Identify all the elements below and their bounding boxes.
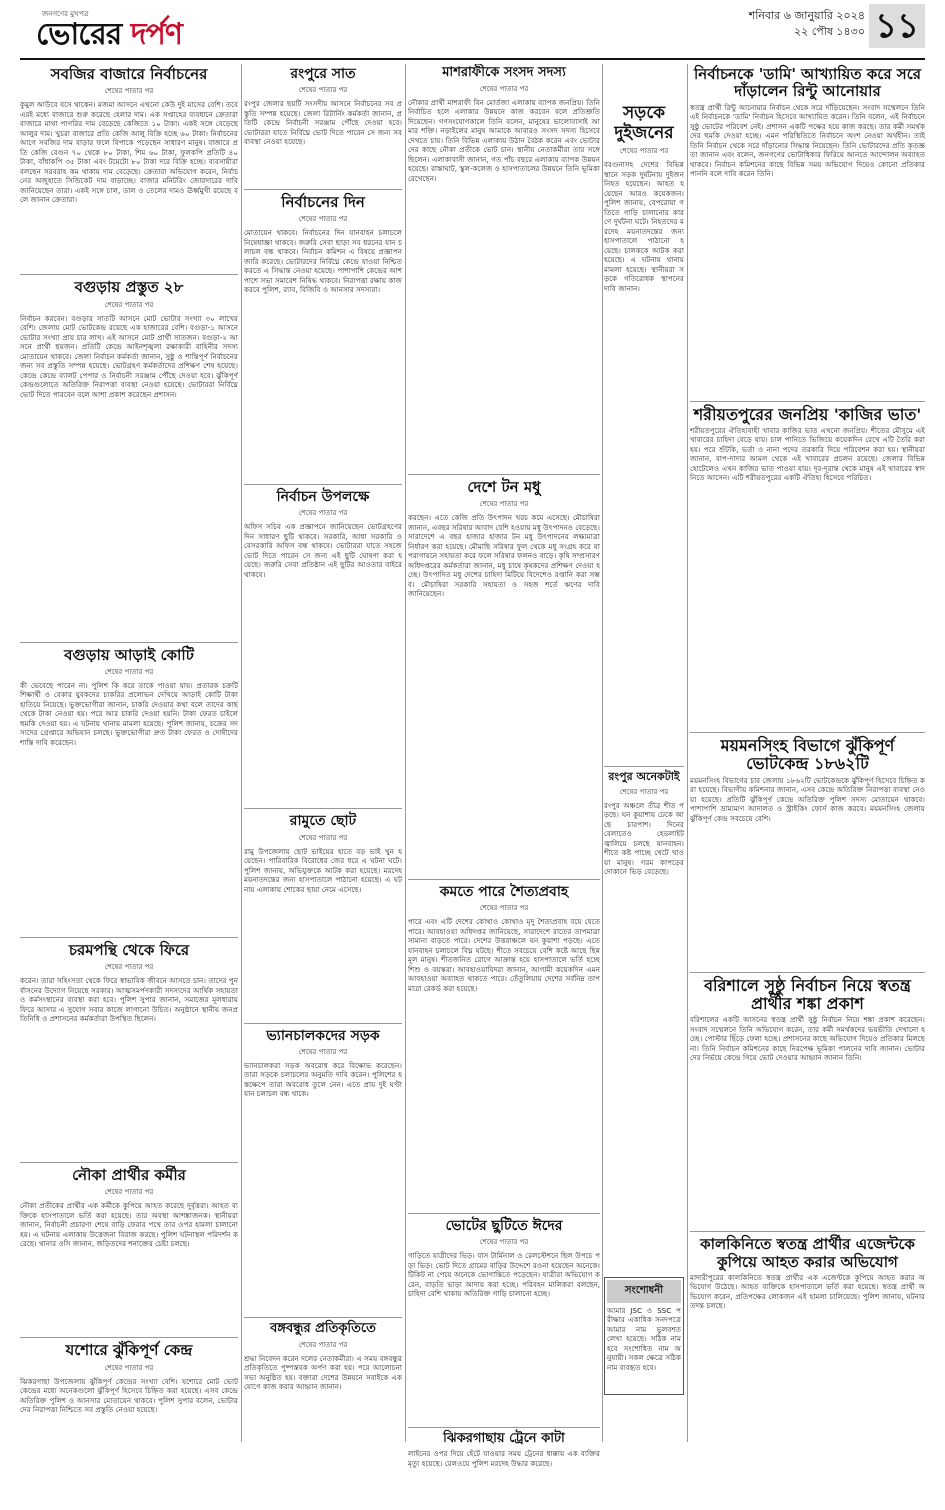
headline-dummy-election: নির্বাচনকে 'ডামি' আখ্যায়িত করে সরে দাঁড়ালেন রিন্টু আনোয়ার [694,65,921,101]
article-body: শ্রদ্ধা নিবেদন করেন দলের নেতাকর্মীরা। এ সময় বঙ্গবন্ধুর প্রতিকৃতিতে পুষ্পস্তবক অর্পণ করা হয়। পরে আলোচনা সভা অনুষ্ঠিত হয়। বক্তারা দেশের উন্নয়নে সবাইকে একযোগে কাজ করার আহ্বান জানান। [244,1353,402,1392]
headline-mashrafe: মাশরাফীকে সংসদ সদস্য [442,65,566,80]
column-5 [690,64,925,1479]
headline-jashore-risky: যশোরে ঝুঁকিপূর্ণ কেন্দ্র [65,1341,193,1360]
headline-bangabandhu: বঙ্গবন্ধুর প্রতিকৃতিতে [270,1320,376,1336]
newspaper-logo [36,8,182,50]
separator [604,766,684,767]
separator [20,1162,238,1163]
logo-text-a: ভোরের [36,17,131,52]
separator [690,401,925,402]
continued-label: শেষের পাতার পর [298,215,348,224]
correction-body: আমার JSC ও SSC পরীক্ষার একাধিক সনদপত্রে আমার নাম ভুলবশত লেখা হয়েছে। সঠিক নাম হবে সংশোধিত নাম অনুযায়ী। সকল ক্ষেত্রে সঠিক নাম ব্যবহৃত হবে। [607,1305,681,1372]
continued-label: শেষের পাতার পর [619,787,669,796]
continued-label: শেষের পাতার পর [104,1363,154,1372]
headline-road-accident: সড়কে দুইজনের [614,103,674,143]
separator [244,484,402,485]
headline-kajir-bhat: শরীয়তপুরের জনপ্রিয় 'কাজির ভাত' [693,404,922,424]
continued-label: শেষের পাতার পর [619,147,669,156]
article-body: ময়মনসিংহ বিভাগের চার জেলায় ১৮৬২টি ভোটকেন্দ্রকে ঝুঁকিপূর্ণ হিসেবে চিহ্নিত করা হয়েছে। বিভাগীয় কমিশনার জানান, এসব কেন্দ্রে অতিরিক্ত নিরাপত্তা ব্যবস্থা নেওয়া হয়েছে। প্রতিটি ঝুঁকিপূর্ণ কেন্দ্রে অতিরিক্ত পুলিশ সদস্য মোতায়েন থাকবে। পাশাপাশি ভ্রাম্যমাণ আদালত ও স্ট্রাইকিং ফোর্স কাজ করবে। ময়মনসিংহ জেলায় ঝুঁকিপূর্ণ কেন্দ্র সবচেয়ে বেশি। [690,775,925,823]
logo-tagline: জনগণের মুখপত্র [42,10,89,18]
article-body: করেন। তারা সহিংসতা থেকে ফিরে স্বাভাবিক জীবনে আসতে চান। তাদের পুনর্বাসনের উদ্যোগ নিয়েছে সরকার। আত্মসমর্পণকারী সদস্যদের আর্থিক সহায়তা ও কর্মসংস্থানের ব্যবস্থা করা হবে। পুলিশ সুপার জানান, সমাজের মূলধারায় ফিরে আসার এ সুযোগ সবার কাজে লাগানো উচিত। অনুষ্ঠানে স্থানীয় জনপ্রতিনিধি ও প্রশাসনের কর্মকর্তারা উপস্থিত ছিলেন। [20,976,238,1023]
article-body: পারে এবং এটি দেশের কোথাও কোথাও মৃদু শৈত্যপ্রবাহ বয়ে যেতে পারে। আবহাওয়া অধিদপ্তর জানিয়েছে, সারাদেশে রাতের তাপমাত্রা সামান্য বাড়তে পারে। দেশের উত্তরাঞ্চলে ঘন কুয়াশা পড়ছে। এতে যানবাহন চলাচলে বিঘ্ন ঘটছে। শীতে সবচেয়ে বেশি কষ্টে আছে ছিন্নমূল মানুষ। শীতজনিত রোগে আক্রান্ত হয়ে হাসপাতালে ভর্তি হচ্ছে শিশু ও বয়স্করা। আবহাওয়াবিদরা জানান, আগামী কয়েকদিন এমন আবহাওয়া অব্যাহত থাকতে পারে। তেঁতুলিয়ায় দেশের সর্বনিম্ন তাপমাত্রা রেকর্ড করা হয়েছে। [408,917,600,993]
separator [20,274,238,275]
page-number: ১১ [869,4,925,48]
headline-kalkini-agent: কালকিনিতে স্বতন্ত্র প্রার্থীর এজেন্টকে কুপিয়ে আহত করার অভিযোগ [700,1235,915,1271]
column-2 [244,64,402,1510]
separator [244,189,402,190]
separator [20,1337,238,1338]
column-divider [405,64,406,1442]
headline-honey: দেশে টন মধু [467,477,541,496]
headline-election-occasion: নির্বাচন উপলক্ষে [276,489,370,506]
continued-label: শেষের পাতার পর [298,86,348,95]
column-4 [604,64,684,1399]
continued-label: শেষের পাতার পর [104,963,154,971]
separator [690,972,925,973]
article-body: রামু উপজেলায় ছোট ভাইয়ের হাতে বড় ভাই খুন হয়েছেন। পারিবারিক বিরোধের জের ধরে এ ঘটনা ঘটে। পুলিশ জানায়, অভিযুক্তকে আটক করা হয়েছে। মরদেহ ময়নাতদন্তের জন্য হাসপাতালে পাঠানো হয়েছে। এ ঘটনায় এলাকায় শোকের ছায়া নেমে এসেছে। [244,846,402,894]
continued-label: শেষের পাতার পর [298,509,348,518]
header-rule [20,58,925,60]
headline-bogura-crore: বগুড়ায় আড়াই কোটি [64,645,194,664]
article-body: নৌকার প্রার্থী মাশরাফী বিন মোর্তজা এলাকায় ব্যাপক জনপ্রিয়। তিনি নির্বাচিত হলে এলাকার উন্নয়নে কাজ করবেন বলে প্রতিশ্রুতি দিয়েছেন। গণসংযোগকালে তিনি বলেন, মানুষের ভালোবাসাই আমার শক্তি। নড়াইলের মানুষ আমাকে আবারও সংসদ সদস্য হিসেবে দেখতে চায়। তিনি বিভিন্ন এলাকায় উঠান বৈঠক করেন এবং ভোটারদের কাছে নৌকা প্রতীকে ভোট চান। স্থানীয় নেতাকর্মীরা তার সঙ্গে ছিলেন। এলাকাবাসী জানান, গত পাঁচ বছরে এলাকায় ব্যাপক উন্নয়ন হয়েছে। রাস্তাঘাট, স্কুল-কলেজ ও হাসপাতালের উন্নয়নে তিনি ভূমিকা রেখেছেন। [408,97,600,183]
headline-extremist-return: চরমপন্থি থেকে ফিরে [68,940,190,959]
article-body: লাইনের ওপর দিয়ে হেঁটে যাওয়ার সময় ট্রেনের ধাক্কায় এক ব্যক্তির মৃত্যু হয়েছে। রেলওয়ে পুলিশ মরদেহ উদ্ধার করেছে। [408,1449,600,1468]
issue-date [749,8,865,40]
date-bangla: ২২ পৌষ ১৪৩০ [793,25,865,38]
correction-notice [604,1277,684,1395]
continued-label: শেষের পাতার পর [298,1047,348,1056]
continued-label: শেষের পাতার পর [104,1188,154,1197]
column-1 [20,64,238,1473]
separator [408,879,600,880]
column-divider [602,64,603,1442]
headline-rangpur-mostly: রংপুর অনেকটাই [608,770,680,784]
headline-barishal-fair: বরিশালে সুষ্ঠু নির্বাচন নিয়ে স্বতন্ত্র প্রার্থীর শঙ্কা প্রকাশ [704,975,911,1014]
article-body: করছেন। এতে কেজি প্রতি উৎপাদন খরচ কমে এসেছে। মৌচাষিরা জানান, এবছর সরিষার আবাদ বেশি হওয়ায় মধু উৎপাদনও বেড়েছে। সারাদেশে এ বছর হাজার হাজার টন মধু উৎপাদনের লক্ষ্যমাত্রা নির্ধারণ করা হয়েছে। মৌমাছি সরিষার ফুল থেকে মধু সংগ্রহ করে যা পরাগায়নে সহায়তা করে ফলে সরিষার ফলনও বাড়ে। কৃষি সম্প্রসারণ অধিদপ্তরের কর্মকর্তারা জানান, মধু চাষে কৃষকদের প্রশিক্ষণ দেওয়া হচ্ছে। উৎপাদিত মধু দেশের চাহিদা মিটিয়ে বিদেশেও রপ্তানি করা সম্ভব। মৌচাষিরা সরকারি সহায়তা ও সহজ শর্তে ঋণের দাবি জানিয়েছেন। [408,513,600,599]
headline-vegetable-market: সবজির বাজারে নির্বাচনের [50,65,208,83]
headline-mymensingh-risky: ময়মনসিংহ বিভাগে ঝুঁকিপূর্ণ ভোটকেন্দ্র ১৮৬২টি [720,735,895,774]
headline-cold-wave: কমতে পারে শৈত্যপ্রবাহ [439,884,569,901]
article-body: কুমুল আউবে বসে থাকেন। মজমা আসনে এখনো কেউ দুই মাসের বেশি। তবে এরই মধ্যে বাজারে শুরু করেছে হেলার দাম। এক সপ্তাহের ব্যবধানে ক্রেতারা বাজারে মাথা পাগরির দাম বেড়েছে কেজিতে ১০ টাকা। একই সঙ্গে বেড়েছে আলুর দাম। খুচরা বাজারে প্রতি কেজি আলু বিক্রি হচ্ছে ৬০ টাকা। নির্বাচনের আগে সবজির দাম বাড়ার ফলে বিপাকে পড়েছেন সাধারণ মানুষ। বাজারে প্রতি কেজি বেগুন ৭০ থেকে ৮০ টাকা, শিম ৬০ টাকা, ফুলকপি প্রতিটি ৪০ টাকা, বাঁধাকপি ৩৫ টাকা এবং টমেটো ৮০ টাকা দরে বিক্রি হচ্ছে। ব্যবসায়ীরা বলছেন সরবরাহ কম থাকায় দাম বেড়েছে। ক্রেতারা অভিযোগ করেন, নির্বাচনের অজুহাতে সিন্ডিকেট দাম বাড়াচ্ছে। বাজার মনিটরিং জোরদারের দাবি জানিয়েছেন তারা। একই সঙ্গে চাল, ডাল ও তেলের দামও ঊর্ধ্বমুখী রয়েছে বলে জানান ক্রেতারা। [20,100,238,205]
separator [20,642,238,643]
continued-label: শেষের পাতার পর [298,833,348,842]
continued-label: শেষের পাতার পর [298,1340,348,1349]
separator [408,1427,600,1428]
article-body: বরগুনাসহ দেশের বিভিন্ন স্থানে সড়ক দুর্ঘটনায় দুইজন নিহত হয়েছেন। আহত হয়েছেন আরও কয়েকজন। পুলিশ জানায়, বেপরোয়া গতিতে গাড়ি চালানোর কারণে দুর্ঘটনা ঘটে। নিহতদের মরদেহ ময়নাতদন্তের জন্য হাসপাতালে পাঠানো হয়েছে। চালককে আটক করা হয়েছে। এ ঘটনায় থানায় মামলা হয়েছে। স্থানীয়রা সড়কে গতিরোধক স্থাপনের দাবি জানান। [604,160,684,293]
article-body: কী ভেবেছে পারেন না। পুলিশ কি করে তাকে পাওয়া যায়। প্রতারক চক্রটি শিক্ষার্থী ও বেকার যুবকদের চাকরির প্রলোভন দেখিয়ে আড়াই কোটি টাকা হাতিয়ে নিয়েছে। ভুক্তভোগীরা জানান, চাকরি দেওয়ার কথা বলে তাদের কাছ থেকে টাকা নেওয়া হয়। পরে আর চাকরি দেওয়া হয়নি। টাকা ফেরত চাইলে হুমকি দেওয়া হয়। এ ঘটনায় থানায় মামলা হয়েছে। পুলিশ জানায়, চক্রের সদস্যদের গ্রেপ্তারে অভিযান চলছে। ভুক্তভোগীরা দ্রুত টাকা ফেরত ও দোষীদের শাস্তি দাবি করেছেন। [20,680,238,747]
article-body: স্বতন্ত্র প্রার্থী রিন্টু আনোয়ার নির্বাচন থেকে সরে দাঁড়িয়েছেন। সংবাদ সম্মেলনে তিনি এই নির্বাচনকে 'ডামি' নির্বাচন হিসেবে আখ্যায়িত করেন। তিনি বলেন, এই নির্বাচনে সুষ্ঠু ভোটের পরিবেশ নেই। প্রশাসন একটি পক্ষের হয়ে কাজ করছে। তার কর্মী সমর্থকদের হুমকি দেওয়া হচ্ছে। এমন পরিস্থিতিতে নির্বাচনে অংশ নেওয়া অর্থহীন। তাই তিনি নির্বাচন থেকে সরে দাঁড়ানোর সিদ্ধান্ত নিয়েছেন। তিনি ভোটারদের প্রতি কৃতজ্ঞতা জানান এবং বলেন, জনগণের ভোটাধিকার ফিরিয়ে আনতে আন্দোলন অব্যাহত থাকবে। নির্বাচন কমিশনের কাছে বিভিন্ন সময় অভিযোগ দিয়েও কোনো প্রতিকার পাননি বলে দাবি করেন তিনি। [690,102,925,178]
continued-label: শেষের পাতার পর [479,84,529,93]
headline-ramu: রামুতে ছোট [289,813,357,830]
separator [690,732,925,733]
article-body: অফিস সচিব এক প্রজ্ঞাপনে জানিয়েছেন ভোটগ্রহণের দিন সাধারণ ছুটি থাকবে। সরকারি, আধা সরকারি ও বেসরকারি অফিস বন্ধ থাকবে। ভোটাররা যাতে সহজে ভোট দিতে পারেন সে জন্য এই ছুটি ঘোষণা করা হয়েছে। জরুরি সেবা প্রতিষ্ঠান এই ছুটির আওতার বাইরে থাকবে। [244,522,402,579]
column-3 [408,64,600,1499]
article-body: রংপুর জেলার ছয়টি সংসদীয় আসনে নির্বাচনের সব প্রস্তুতি সম্পন্ন হয়েছে। জেলা রিটার্নিং কর্মকর্তা জানান, প্রতিটি কেন্দ্রে নির্বাচনী সরঞ্জাম পৌঁছে দেওয়া হবে। ভোটাররা যাতে নির্বিঘ্নে ভোট দিতে পারেন সে জন্য সব ব্যবস্থা নেওয়া হয়েছে। [244,99,402,147]
article-body: মাদারীপুরের কালকিনিতে স্বতন্ত্র প্রার্থীর এক এজেন্টকে কুপিয়ে আহত করার অভিযোগ উঠেছে। আহত ব্যক্তিকে হাসপাতালে ভর্তি করা হয়েছে। স্বতন্ত্র প্রার্থী অভিযোগ করেন, প্রতিপক্ষের লোকজন এই হামলা চালিয়েছে। পুলিশ জানায়, ঘটনার তদন্ত চলছে। [690,1272,925,1311]
article-body: বরিশালের একটি আসনের স্বতন্ত্র প্রার্থী সুষ্ঠু নির্বাচন নিয়ে শঙ্কা প্রকাশ করেছেন। সংবাদ সম্মেলনে তিনি অভিযোগ করেন, তার কর্মী সমর্থকদের ভয়ভীতি দেখানো হচ্ছে। পোস্টার ছিঁড়ে ফেলা হচ্ছে। প্রশাসনের কাছে অভিযোগ দিয়েও প্রতিকার মিলছে না। তিনি নির্বাচন কমিশনের কাছে নিরপেক্ষ ভূমিকা পালনের দাবি জানান। ভোটারদের নির্ভয়ে কেন্দ্রে গিয়ে ভোট দেওয়ার আহ্বান জানান তিনি। [690,1015,925,1063]
article-body: রংপুর অঞ্চলে তীব্র শীত পড়ছে। ঘন কুয়াশায় ঢেকে আছে চারপাশ। দিনের বেলাতেও হেডলাইট জ্বালিয়ে চলছে যানবাহন। শীতে কষ্ট পাচ্ছে খেটে খাওয়া মানুষ। গরম কাপড়ের দোকানে ভিড় বেড়েছে। [604,800,684,877]
separator [690,1231,925,1232]
article-body: গাড়িতে যাত্রীদের ভিড়। বাস টার্মিনাল ও রেলস্টেশনে ছিল উপচে পড়া ভিড়। ভোট দিতে গ্রামের বাড়ির উদ্দেশে রওনা হয়েছেন অনেকে। টিকিট না পেয়ে অনেকে ভোগান্তিতে পড়েছেন। যাত্রীরা অভিযোগ করেন, বাড়তি ভাড়া আদায় করা হচ্ছে। পরিবহন মালিকরা বলছেন, চাহিদা বেশি থাকায় অতিরিক্ত গাড়ি চালানো হচ্ছে। [408,1251,600,1299]
logo-text-b: দর্পণ [130,17,182,52]
separator [20,937,238,938]
continued-label: শেষের পাতার পর [479,500,529,509]
continued-label: শেষের পাতার পর [104,300,154,309]
separator [244,808,402,809]
article-body: শরীয়তপুরের ঐতিহ্যবাহী খাবার কাজির ভাত এখনো জনপ্রিয়। শীতের মৌসুমে এই খাবারের চাহিদা বেড়ে যায়। চাল পানিতে ভিজিয়ে কয়েকদিন রেখে এটি তৈরি করা হয়। পরে শুঁটকি, ভর্তা ও নানা পদের তরকারি দিয়ে পরিবেশন করা হয়। স্থানীয়রা জানান, বাপ-দাদার আমল থেকে এই খাবারের প্রচলন রয়েছে। জেলার বিভিন্ন হোটেলেও এখন কাজির ভাত পাওয়া যায়। দূর-দূরান্ত থেকে মানুষ এই খাবারের স্বাদ নিতে আসেন। এটি শরীয়তপুরের একটি ঐতিহ্য হিসেবে পরিচিত। [690,425,925,483]
separator [408,474,600,475]
headline-rangpur-seven: রংপুরে সাত [290,66,356,82]
article-body: ঝিকরগাছা উপজেলায় ঝুঁকিপূর্ণ কেন্দ্রের সংখ্যা বেশি। যশোরে মোট ভোটকেন্দ্রের মধ্যে অনেকগুলো ঝুঁকিপূর্ণ হিসেবে চিহ্নিত করা হয়েছে। এসব কেন্দ্রে অতিরিক্ত পুলিশ ও আনসার মোতায়েন থাকবে। পুলিশ সুপার বলেন, ভোটারদের নিরাপত্তা নিশ্চিতে সব প্রস্তুতি নেওয়া হয়েছে। [20,1376,238,1414]
masthead [0,0,945,60]
headline-train-cut: ঝিকরগাছায় ট্রেনে কাটা [443,1431,565,1447]
article-body: মোতায়েন থাকবে। নির্বাচনের দিন যানবাহন চলাচলে নিষেধাজ্ঞা থাকবে। জরুরি সেবা ছাড়া সব ধরনের যান চলাচল বন্ধ থাকবে। নির্বাচন কমিশন এ বিষয়ে প্রজ্ঞাপন জারি করেছে। ভোটারদের নির্বিঘ্নে কেন্দ্রে যাওয়া নিশ্চিত করতে এ সিদ্ধান্ত নেওয়া হয়েছে। পাশাপাশি কেন্দ্রের আশপাশে সভা সমাবেশ নিষিদ্ধ থাকবে। নিরাপত্তা রক্ষায় কাজ করবে পুলিশ, র‍্যাব, বিজিবি ও আনসার সদস্যরা। [244,228,402,295]
separator [244,1023,402,1024]
correction-title: সংশোধনী [607,1280,681,1303]
headline-vote-holiday: ভোটের ছুটিতে ঈদের [445,1218,563,1235]
headline-boat-activist: নৌকা প্রার্থীর কর্মীর [72,1166,186,1184]
date-gregorian: শনিবার ৬ জানুয়ারি ২০২৪ [748,9,865,22]
continued-label: শেষের পাতার পর [104,667,154,676]
column-divider [687,64,688,1442]
headline-van-drivers: ভ্যানচালকদের সড়ক [266,1027,380,1044]
article-body: নৌকা প্রতীকের প্রার্থীর এক কর্মীকে কুপিয়ে আহত করেছে দুর্বৃত্তরা। আহত ব্যক্তিকে হাসপাতালে ভর্তি করা হয়েছে। তার অবস্থা আশঙ্কাজনক। স্থানীয়রা জানান, নির্বাচনী প্রচারণা শেষে বাড়ি ফেরার পথে তার ওপর হামলা চালানো হয়। এ ঘটনায় এলাকায় উত্তেজনা বিরাজ করছে। পুলিশ ঘটনাস্থল পরিদর্শন করেছে। থানার ওসি জানান, জড়িতদের শনাক্তের চেষ্টা চলছে। [20,1201,238,1249]
headline-election-day: নির্বাচনের দিন [281,193,365,212]
continued-label: শেষের পাতার পর [479,1238,529,1247]
separator [244,1317,402,1318]
continued-label: শেষের পাতার পর [104,87,154,96]
column-divider [241,64,242,1442]
continued-label: শেষের পাতার পর [479,904,529,913]
separator [408,1213,600,1214]
headline-bogura-ready: বগুড়ায় প্রস্তুত ২৮ [74,278,184,297]
article-body: নির্বাচন করবেন। বগুড়ার সাতটি আসনে মোট ভোটার সংখ্যা ৩০ লাখের বেশি। জেলায় মোট ভোটকেন্দ্র রয়েছে এক হাজারের বেশি। বগুড়া-১ আসনে ভোটার সংখ্যা প্রায় চার লাখ। এই আসনে মোট প্রার্থী সাতজন। বগুড়া-২ আসনে প্রার্থী ছয়জন। প্রতিটি কেন্দ্রে আইনশৃঙ্খলা রক্ষাকারী বাহিনীর সদস্য মোতায়েন থাকবে। জেলা নির্বাচন কর্মকর্তা জানান, সুষ্ঠু ও শান্তিপূর্ণ নির্বাচনের জন্য সব প্রস্তুতি সম্পন্ন হয়েছে। ভোটগ্রহণ কর্মকর্তাদের প্রশিক্ষণ শেষ হয়েছে। কেন্দ্রে কেন্দ্রে ব্যালট পেপার ও নির্বাচনী সরঞ্জাম পৌঁছে দেওয়া হবে। ঝুঁকিপূর্ণ কেন্দ্রগুলোতে অতিরিক্ত নিরাপত্তা ব্যবস্থা নেওয়া হয়েছে। ভোটাররা নির্বিঘ্নে ভোট দিতে পারবেন বলে আশা প্রকাশ করেছেন প্রশাসন। [20,313,238,399]
article-body: ভ্যানচালকরা সড়ক অবরোধ করে বিক্ষোভ করেছেন। তারা সড়কে চলাচলের অনুমতি দাবি করেন। পুলিশের হস্তক্ষেপে তারা অবরোধ তুলে নেন। এতে প্রায় দুই ঘণ্টা যান চলাচল বন্ধ থাকে। [244,1060,402,1099]
